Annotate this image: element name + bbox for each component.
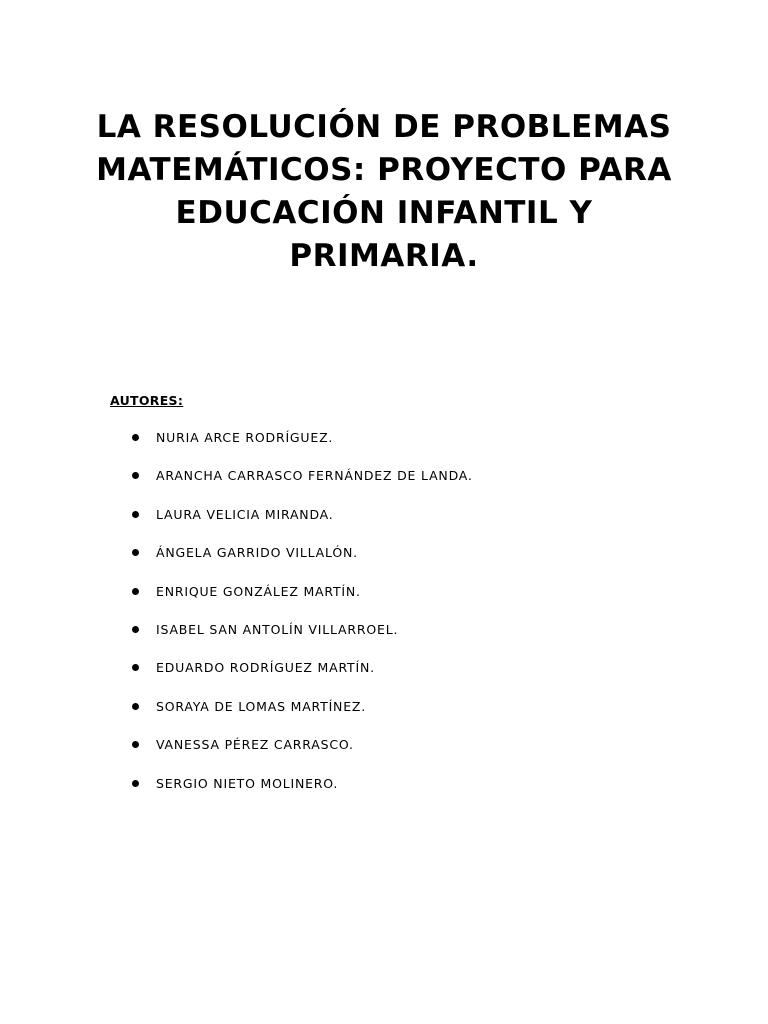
document-title: LA RESOLUCIÓN DE PROBLEMAS MATEMÁTICOS: PROYECTO PARA EDUCACIÓN INFANTIL Y PRIMARIA. bbox=[96, 109, 672, 274]
author-item bbox=[132, 619, 473, 657]
authors-list bbox=[132, 427, 473, 811]
author-item bbox=[132, 581, 473, 619]
bullet-icon bbox=[132, 549, 139, 556]
author-name: SERGIO NIETO MOLINERO. bbox=[156, 775, 339, 791]
author-item bbox=[132, 734, 473, 772]
author-item bbox=[132, 542, 473, 580]
bullet-icon bbox=[132, 472, 139, 479]
author-item bbox=[132, 696, 473, 734]
bullet-icon bbox=[132, 780, 139, 787]
bullet-icon bbox=[132, 511, 139, 518]
author-name: ARANCHA CARRASCO FERNÁNDEZ DE LANDA. bbox=[156, 468, 473, 484]
bullet-icon bbox=[132, 741, 139, 748]
author-name: ISABEL SAN ANTOLÍN VILLARROEL. bbox=[156, 621, 399, 637]
bullet-icon bbox=[132, 434, 139, 441]
bullet-icon bbox=[132, 588, 139, 595]
author-item bbox=[132, 657, 473, 695]
author-name: LAURA VELICIA MIRANDA. bbox=[156, 506, 334, 522]
author-name: ENRIQUE GONZÁLEZ MARTÍN. bbox=[156, 583, 361, 599]
author-name: EDUARDO RODRÍGUEZ MARTÍN. bbox=[156, 660, 375, 676]
author-name: ÁNGELA GARRIDO VILLALÓN. bbox=[156, 545, 358, 561]
author-name: VANESSA PÉREZ CARRASCO. bbox=[156, 737, 354, 753]
author-name: NURIA ARCE RODRÍGUEZ. bbox=[156, 430, 334, 445]
bullet-icon bbox=[132, 626, 139, 633]
author-item bbox=[132, 773, 473, 811]
author-item bbox=[132, 465, 473, 503]
author-item bbox=[132, 427, 473, 465]
author-name: SORAYA DE LOMAS MARTÍNEZ. bbox=[156, 698, 367, 714]
author-item bbox=[132, 504, 473, 542]
authors-heading: AUTORES: bbox=[110, 393, 184, 408]
bullet-icon bbox=[132, 664, 139, 671]
bullet-icon bbox=[132, 703, 139, 710]
